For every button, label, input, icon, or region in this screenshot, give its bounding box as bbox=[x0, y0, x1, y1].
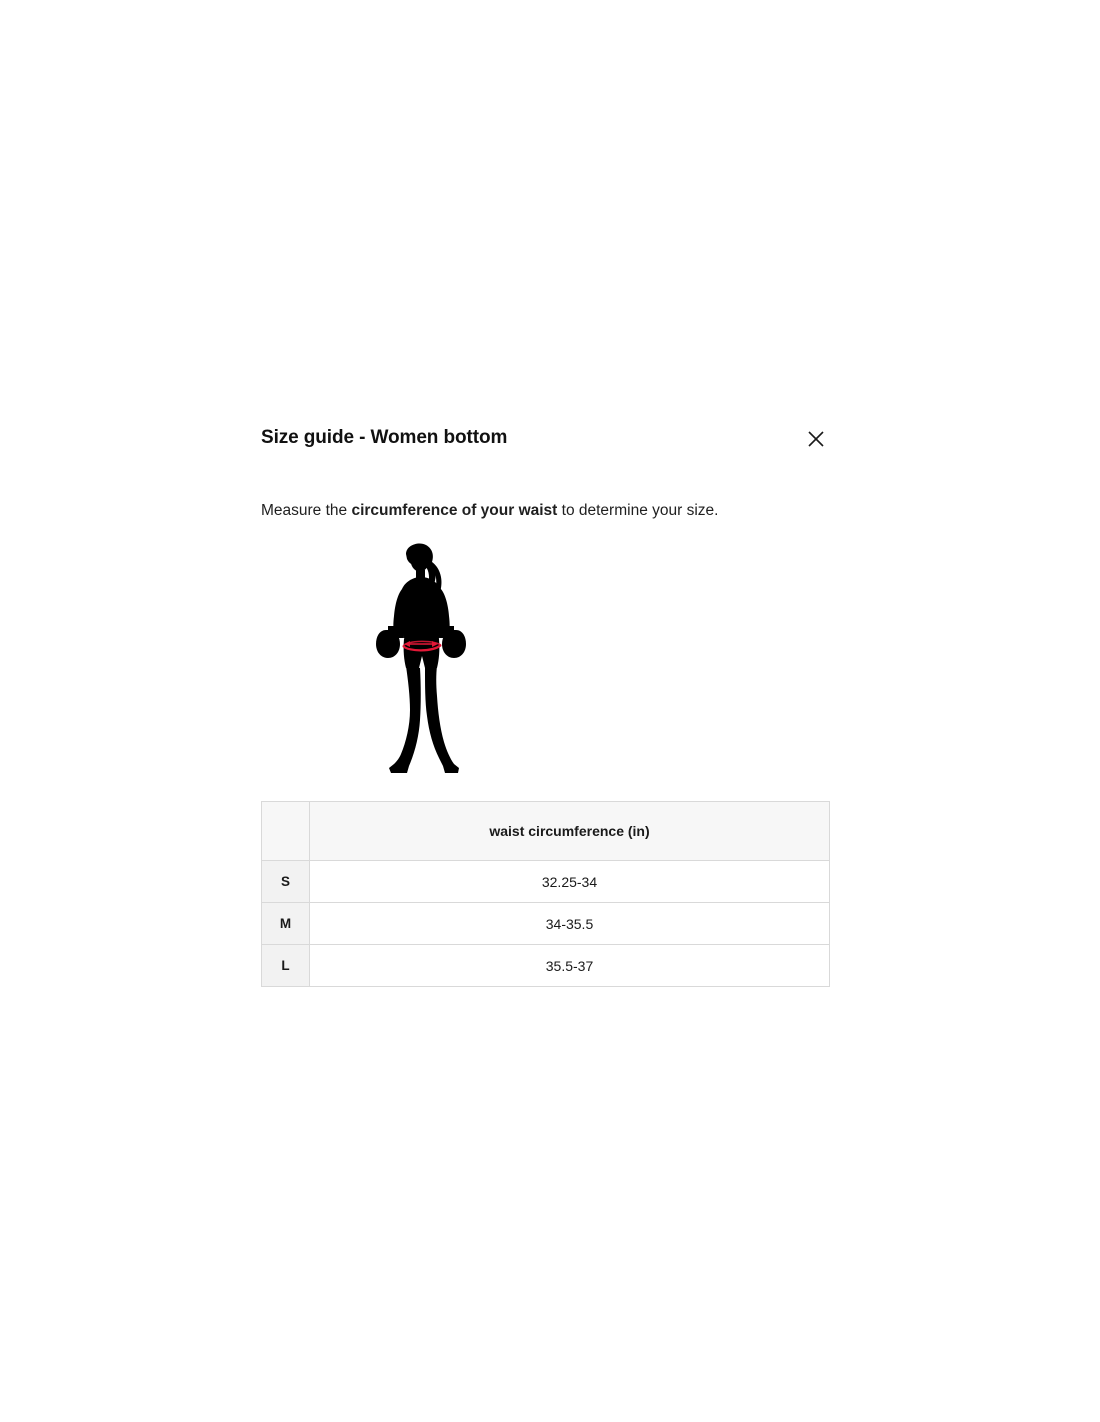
table-row bbox=[262, 861, 830, 903]
size-label-s: S bbox=[262, 861, 310, 903]
instruction-text-emphasis: circumference of your waist bbox=[351, 502, 558, 519]
instruction-text-after: to determine your size. bbox=[557, 502, 719, 519]
size-chart-table bbox=[261, 801, 830, 987]
table-header-row bbox=[262, 802, 830, 861]
modal-header bbox=[261, 425, 830, 467]
waist-value-l: 35.5-37 bbox=[310, 945, 830, 987]
close-icon[interactable] bbox=[802, 425, 830, 453]
size-label-m: M bbox=[262, 903, 310, 945]
measurement-figure bbox=[261, 540, 830, 785]
waist-value-s: 32.25-34 bbox=[310, 861, 830, 903]
table-row bbox=[262, 945, 830, 987]
size-guide-modal bbox=[261, 425, 830, 987]
table-row bbox=[262, 903, 830, 945]
size-label-l: L bbox=[262, 945, 310, 987]
instruction-text bbox=[261, 500, 830, 522]
woman-waist-measurement-illustration bbox=[359, 540, 489, 780]
waist-value-m: 34-35.5 bbox=[310, 903, 830, 945]
page-title: Size guide - Women bottom bbox=[261, 427, 508, 448]
table-column-header-waist: waist circumference (in) bbox=[310, 802, 830, 861]
instruction-text-before: Measure the bbox=[261, 502, 352, 519]
table-corner-header bbox=[262, 802, 310, 861]
